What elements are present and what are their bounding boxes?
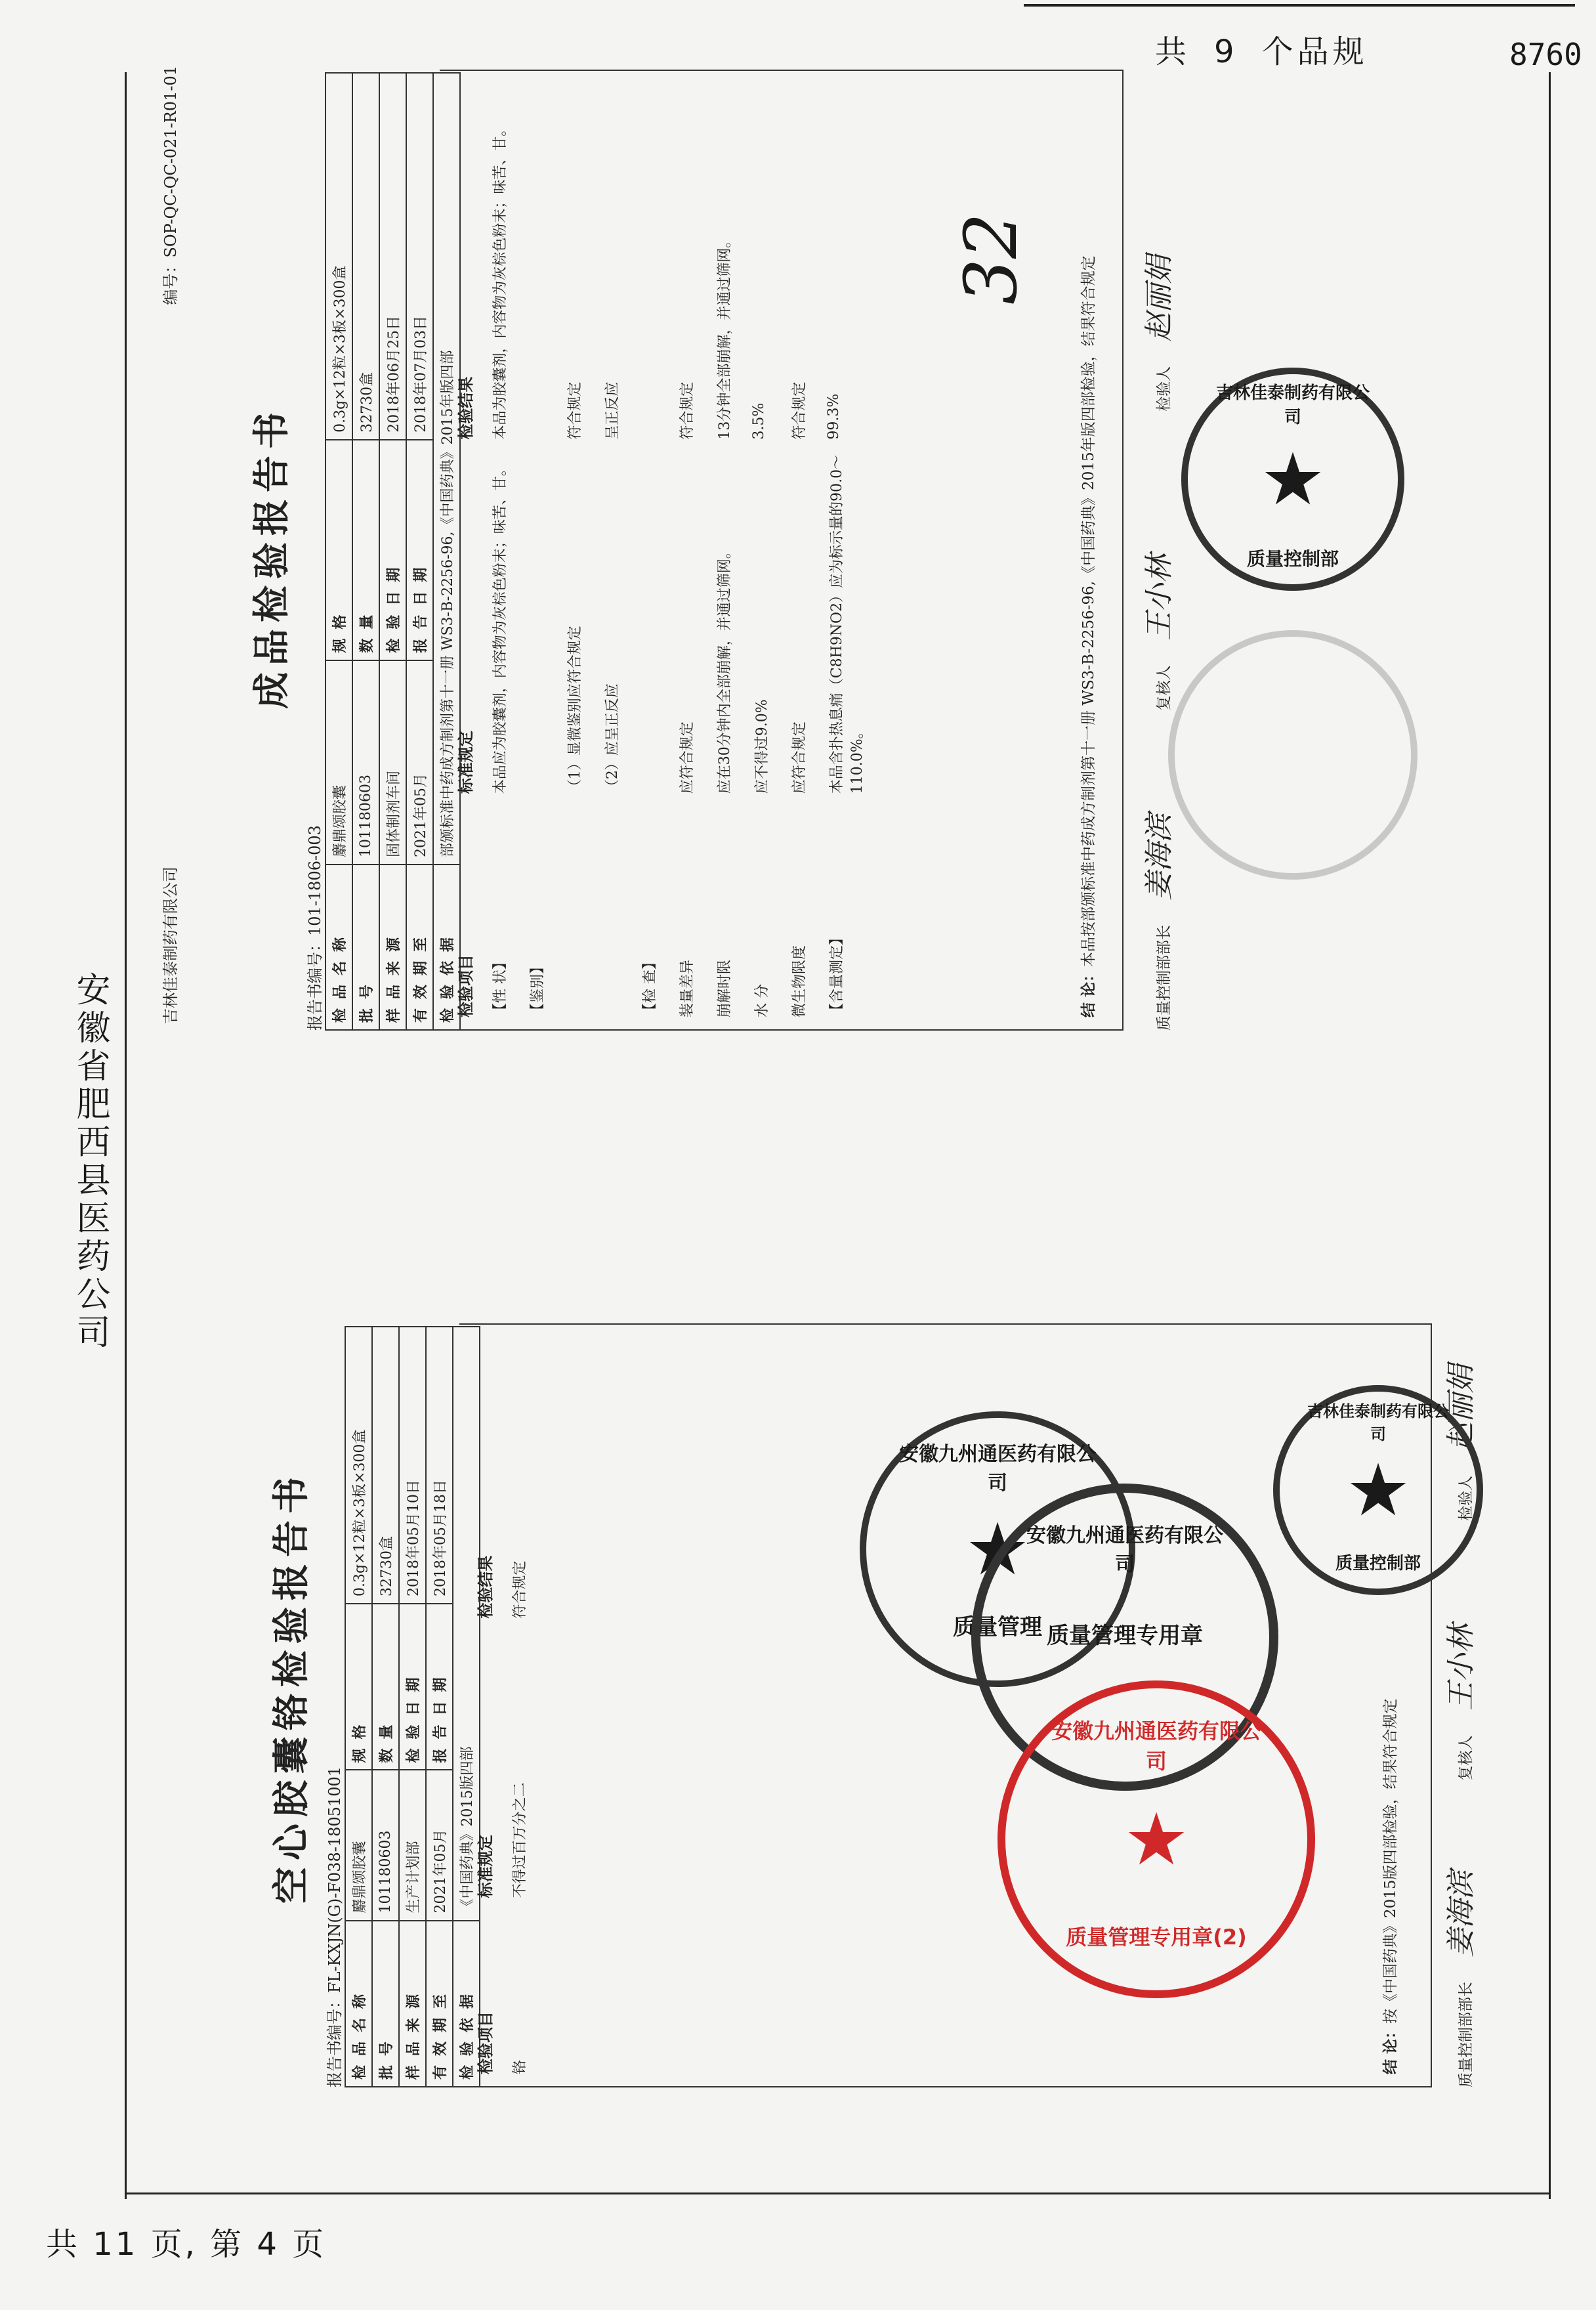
- row-item: 崩解时限: [717, 959, 733, 1017]
- red-quality-stamp: ★ 安徽九州通医药有限公司 质量管理专用章(2): [998, 1680, 1315, 1998]
- conclusion: 结 论：本品按部颁标准中药成方制剂第十一册 WS3-B-2256-96,《中国药典》2015年版四部检验，结果符合规定: [1080, 255, 1097, 1017]
- row-result: 符合规定: [791, 381, 808, 440]
- info-label: 样品来源: [379, 865, 406, 1030]
- info-value: 2018年05月10日: [399, 1327, 426, 1604]
- info-value: 2021年05月: [426, 1770, 453, 1921]
- info-label: 报告日期: [426, 1604, 453, 1770]
- jiatai-qc-stamp-left: ★ 吉林佳泰制药有限公司 质量控制部: [1273, 1385, 1483, 1595]
- info-value: 101180603: [372, 1770, 399, 1921]
- info-row: [399, 1327, 426, 2087]
- info-label: 检验日期: [379, 440, 406, 660]
- info-label: 规格: [345, 1604, 372, 1770]
- row-result: 3.5%: [751, 402, 767, 440]
- star-icon: ★: [1260, 437, 1326, 521]
- report-number: 报告书编号：101-1806-003: [306, 825, 324, 1031]
- info-label: 样品来源: [399, 1921, 426, 2087]
- top-rule: [1024, 4, 1575, 7]
- info-row: [426, 1327, 453, 2087]
- info-value: 2018年05月18日: [426, 1327, 453, 1604]
- column-header: 检验项目: [476, 2011, 495, 2074]
- handwritten-mark: 32: [948, 213, 1033, 305]
- total-label: 共: [1155, 33, 1191, 70]
- row-result: [526, 85, 547, 440]
- info-value: 32730盒: [352, 73, 379, 440]
- row-result: 符合规定: [679, 381, 696, 440]
- reviewer-signature-left: 王小林: [1444, 1624, 1478, 1711]
- row-item: 装量差异: [679, 959, 696, 1017]
- info-label: 批号: [352, 865, 379, 1030]
- info-label: 数量: [372, 1604, 399, 1770]
- column-headers: [453, 85, 476, 1017]
- row-standard: 应符合规定: [679, 721, 696, 794]
- column-headers: [472, 1339, 495, 2074]
- info-row: [326, 73, 352, 1030]
- info-label: 有效期至: [406, 865, 433, 1030]
- table-row: [676, 85, 696, 1017]
- table-row: [489, 85, 509, 1017]
- row-item: [601, 794, 621, 1017]
- row-standard: [526, 440, 547, 794]
- column-header: 标准规定: [476, 1835, 495, 1898]
- row-standard: （2）应呈正反应: [604, 683, 621, 794]
- star-icon: ★: [1124, 1797, 1189, 1881]
- page-footer: 共 11 页, 第 4 页: [46, 2226, 327, 2263]
- info-label: 报告日期: [406, 440, 433, 660]
- unit-label: 个品规: [1261, 33, 1368, 70]
- inspector-signature: 赵丽娟: [1143, 255, 1176, 342]
- row-item: 【含量测定】: [829, 930, 845, 1017]
- item-count: 9: [1214, 33, 1238, 70]
- info-row: [352, 73, 379, 1030]
- info-label: 有效期至: [426, 1921, 453, 2087]
- side-company-name: 安徽省肥西县医药公司: [70, 972, 110, 1352]
- info-label: 数量: [352, 440, 379, 660]
- reviewer-signature: 王小林: [1143, 554, 1176, 641]
- row-result: 符合规定: [567, 381, 583, 440]
- row-result: [639, 85, 659, 440]
- info-value: 2018年07月03日: [406, 73, 433, 440]
- table-row: [601, 85, 621, 1017]
- jiatai-qc-stamp: ★ 吉林佳泰制药有限公司 质量控制部: [1181, 368, 1404, 591]
- info-value: 麝鼎颂胶囊: [326, 660, 352, 865]
- column-header: 检验结果: [456, 376, 475, 440]
- table-row: [564, 85, 584, 1017]
- form-code: 编号：SOP-QC-QC-021-R01-01: [161, 66, 180, 305]
- info-row: [345, 1327, 372, 2087]
- info-label: 检验日期: [399, 1604, 426, 1770]
- row-item: [564, 794, 584, 1017]
- info-value: 0.3g×12粒×3板×300盒: [326, 73, 352, 440]
- column-header: 检验项目: [456, 954, 475, 1017]
- info-value: 32730盒: [372, 1327, 399, 1604]
- dept-signature-left: 姜海滨: [1444, 1870, 1478, 1957]
- info-row: [406, 73, 433, 1030]
- info-value: 101180603: [352, 660, 379, 865]
- table-row: [751, 85, 771, 1017]
- row-standard: 本品应为胶囊剂，内容物为灰棕色粉末；味苦、甘。: [492, 461, 509, 794]
- table-row: [788, 85, 808, 1017]
- info-label: 检验依据: [433, 865, 460, 1030]
- results-list-left: [472, 1339, 546, 2074]
- report-number-left: 报告书编号：FL-KXJN(G)-F038-18051001: [326, 1766, 344, 2087]
- row-standard: 应不得过9.0%: [754, 699, 770, 794]
- info-label: 批号: [372, 1921, 399, 2087]
- row-result: 符合规定: [512, 1560, 528, 1619]
- row-standard: 应在30分钟内全部崩解，并通过筛网。: [717, 544, 733, 794]
- doc-number: 8760: [1509, 37, 1582, 72]
- faded-stamp: [1168, 630, 1418, 880]
- info-label: 检品名称: [326, 865, 352, 1030]
- star-icon: ★: [1345, 1448, 1411, 1532]
- info-value: 《中国药典》2015版四部: [453, 1327, 480, 1921]
- table-row: [826, 85, 866, 1017]
- row-item: 【鉴别】: [530, 959, 546, 1017]
- row-standard: 不得过百万分之二: [512, 1782, 528, 1898]
- info-value: 固体制剂车间: [379, 660, 406, 865]
- info-label: 规格: [326, 440, 352, 660]
- row-result: 99.3%: [826, 393, 842, 440]
- info-value: 生产计划部: [399, 1770, 426, 1921]
- report-title-left: 空心胶囊铬检验报告书: [270, 1470, 313, 1904]
- row-standard: 应符合规定: [791, 721, 808, 794]
- report-title: 成品检验报告书: [250, 406, 293, 709]
- info-row: [372, 1327, 399, 2087]
- info-label: 检验依据: [453, 1921, 480, 2087]
- jiuzhoutong-dept-stamp: 安徽九州通医药有限公司 质量管理专用章: [971, 1484, 1278, 1791]
- bottom-rule: [125, 2192, 1551, 2194]
- info-label: 检品名称: [345, 1921, 372, 2087]
- signature-row-left: 质量控制部部长 姜海滨 复核人 王小林 检验人 赵丽娟: [1444, 1364, 1478, 2087]
- info-row: [379, 73, 406, 1030]
- results-list: [453, 85, 883, 1017]
- row-standard: （1）显微鉴别应符合规定: [567, 626, 583, 794]
- info-value: 0.3g×12粒×3板×300盒: [345, 1327, 372, 1604]
- row-result: 呈正反应: [604, 381, 621, 440]
- dept-signature: 姜海滨: [1143, 813, 1176, 901]
- info-value: 部颁标准中药成方制剂第十一册 WS3-B-2256-96,《中国药典》2015年版四部: [433, 73, 460, 865]
- table-row: [526, 85, 547, 1017]
- row-item: 水 分: [754, 984, 770, 1017]
- info-value: 2021年05月: [406, 660, 433, 865]
- row-item: 【检 查】: [642, 955, 658, 1017]
- table-row: [713, 85, 734, 1017]
- star-icon: ★: [965, 1507, 1030, 1591]
- column-header: 检验结果: [476, 1555, 495, 1619]
- conclusion-left: 结 论：按《中国药典》2015版四部检验，结果符合规定: [1381, 1698, 1399, 2074]
- row-item: 铬: [512, 2059, 528, 2074]
- column-header: 标准规定: [456, 731, 475, 794]
- info-value: 2018年06月25日: [379, 73, 406, 440]
- row-standard: [639, 440, 659, 794]
- info-value: 麝鼎颂胶囊: [345, 1770, 372, 1921]
- left-rule: [125, 72, 127, 2199]
- row-item: 【性 状】: [492, 955, 509, 1017]
- company-name: 吉林佳泰制药有限公司: [161, 866, 180, 1024]
- inspector-signature-left: 赵丽娟: [1444, 1364, 1478, 1451]
- jiuzhoutong-qm-stamp: ★ 安徽九州通医药有限公司 质量管理: [860, 1411, 1135, 1687]
- row-standard: 本品含扑热息痛（C8H9NO2）应为标示量的90.0～110.0%。: [829, 454, 866, 794]
- row-result: 本品为胶囊剂，内容物为灰棕色粉末；味苦、甘。: [492, 121, 509, 440]
- table-row: [509, 1339, 529, 2074]
- row-result: 13分钟全部崩解，并通过筛网。: [717, 233, 733, 440]
- signature-row: 质量控制部部长 姜海滨 复核人 王小林 检验人 赵丽娟: [1143, 255, 1176, 1031]
- right-rule: [1549, 72, 1551, 2199]
- table-row: [639, 85, 659, 1017]
- row-item: 微生物限度: [791, 945, 808, 1017]
